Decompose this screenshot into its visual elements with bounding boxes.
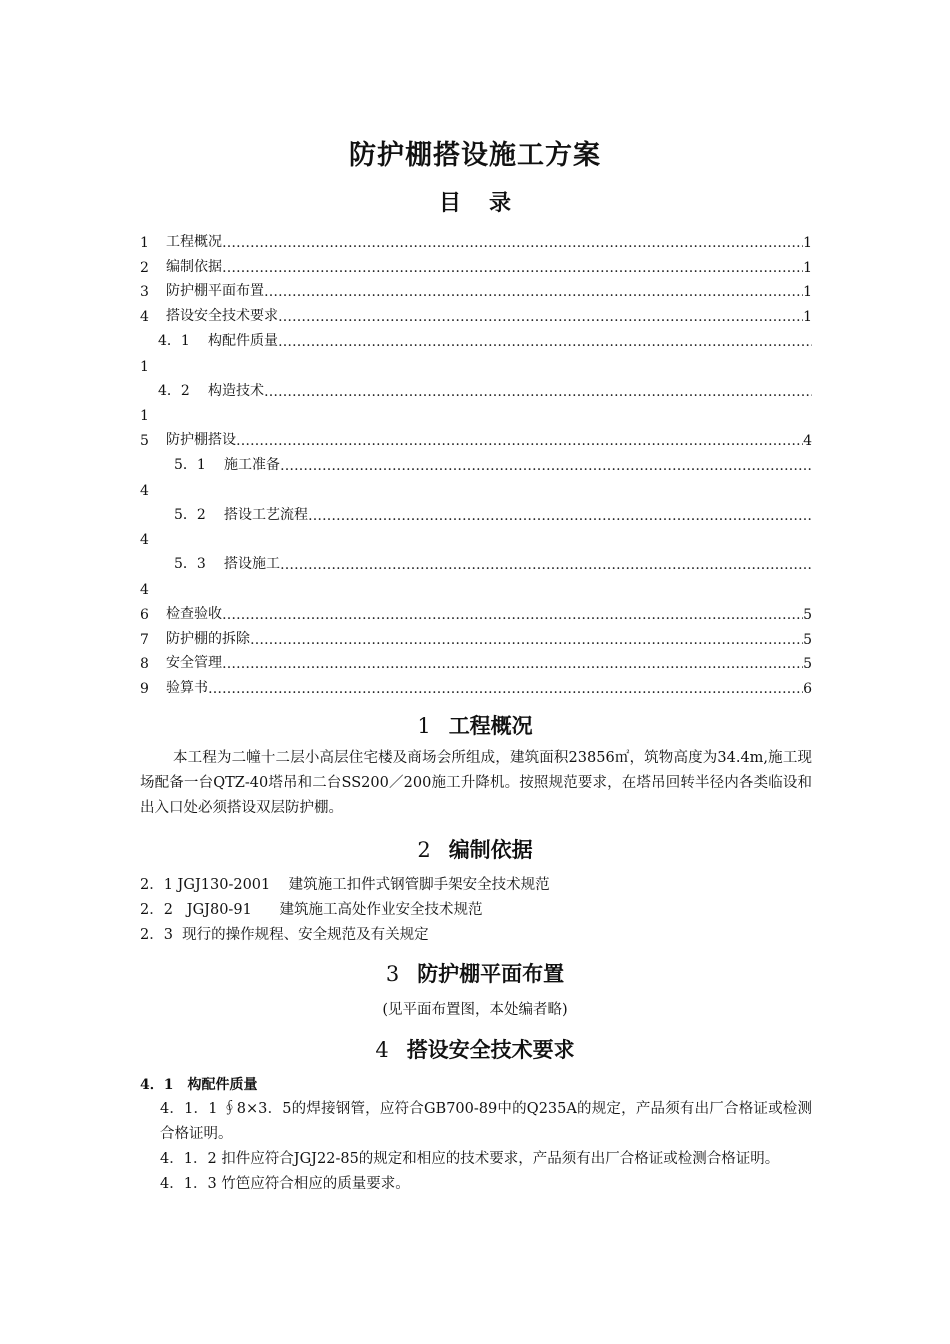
toc-entry-label: 防护棚搭设 [166, 432, 236, 449]
toc-entry-number: 2 [140, 259, 149, 276]
layout-note: (见平面布置图，本处编者略) [382, 1002, 568, 1018]
toc-entry-page: 1 [140, 408, 149, 425]
section-number: 1 [417, 714, 431, 738]
toc-entry-label: 构造技术 [208, 382, 264, 399]
toc-entry-page: 1 [803, 234, 812, 251]
subsection-number: 4．1 [140, 1077, 174, 1093]
toc-entry-page: 1 [803, 259, 812, 276]
subsection-heading [140, 1074, 257, 1094]
toc-entry-page: 4 [140, 532, 149, 549]
toc-entry-page: 5 [803, 606, 812, 623]
toc-entry-page: 4 [140, 482, 149, 499]
toc-title-char-1: 目 [438, 191, 461, 216]
section-1-heading [0, 710, 950, 740]
toc-entry-number: 4．2 [158, 382, 190, 399]
toc-entry-number: 5．2 [174, 506, 206, 523]
toc-leader [222, 235, 803, 251]
section-number: 3 [385, 962, 400, 986]
toc-entry-page: 4 [140, 581, 149, 598]
toc-entry[interactable] [140, 648, 812, 673]
toc-entry-number: 6 [140, 606, 149, 623]
subsection-title: 构配件质量 [187, 1077, 258, 1093]
toc-entry-number: 7 [140, 631, 149, 648]
toc-entry-label: 构配件质量 [208, 332, 278, 349]
toc-entry-number: 4 [140, 309, 149, 326]
toc-entry-number: 4．1 [158, 332, 190, 349]
section-title: 工程概况 [448, 714, 533, 738]
toc-leader [250, 632, 803, 648]
toc-title-char-2: 录 [489, 191, 512, 216]
toc-leader [264, 384, 812, 400]
toc-entry-number: 5．1 [174, 456, 206, 473]
toc-entry[interactable] [140, 325, 812, 350]
reference-item: 2．2 JGJ80-91 建筑施工高处作业安全技术规范 [140, 902, 483, 918]
toc-entry-page: 4 [803, 433, 812, 450]
document-title: 防护棚搭设施工方案 [349, 140, 601, 171]
toc-leader [208, 681, 803, 697]
toc-entry-number: 9 [140, 681, 149, 698]
toc-entry[interactable] [140, 424, 812, 449]
clause-4-1-1: 4．1．1 ∮8×3．5的焊接钢管，应符合GB700-89中的Q235A的规定，产品须有出厂合格证或检测合格证明。 [160, 1101, 812, 1142]
toc-entry-number: 1 [140, 234, 149, 251]
toc-entry-page: 1 [803, 284, 812, 301]
toc-entry-page: 5 [803, 656, 812, 673]
toc-leader [278, 309, 803, 325]
toc-entry-label: 搭设安全技术要求 [166, 308, 278, 325]
clause-4-1-2: 4．1．2 扣件应符合JGJ22-85的规定和相应的技术要求，产品须有出厂合格证或检测合格证明。 [160, 1151, 780, 1167]
toc-entry[interactable] [140, 300, 812, 325]
toc-leader [308, 508, 812, 524]
toc-leader [222, 656, 803, 672]
toc-entry-label: 施工准备 [224, 456, 280, 473]
clause-4-1-3: 4．1．3 竹笆应符合相应的质量要求。 [160, 1176, 410, 1192]
toc-entry-page: 6 [803, 681, 812, 698]
toc-entry-label: 防护棚的拆除 [166, 630, 250, 647]
toc-entry-number: 5 [140, 433, 149, 450]
toc-entry-label: 防护棚平面布置 [166, 283, 264, 300]
toc-entry-page: 1 [140, 358, 149, 375]
toc-leader [222, 260, 803, 276]
toc-leader [236, 433, 803, 449]
section-title: 编制依据 [448, 838, 533, 862]
toc-leader [222, 607, 803, 623]
toc-entry-label: 工程概况 [166, 233, 222, 250]
toc-leader [280, 458, 812, 474]
table-of-contents [140, 226, 812, 697]
toc-leader [280, 557, 812, 573]
toc-entry[interactable] [140, 672, 812, 697]
reference-item: 2．1 JGJ130-2001 建筑施工扣件式钢管脚手架安全技术规范 [140, 877, 550, 893]
toc-entry-page: 1 [803, 309, 812, 326]
toc-entry[interactable] [140, 499, 812, 524]
toc-entry[interactable] [140, 276, 812, 301]
toc-entry-number: 8 [140, 656, 149, 673]
toc-entry[interactable] [140, 375, 812, 400]
toc-entry-number: 5．3 [174, 556, 206, 573]
section-1-paragraph: 本工程为二幢十二层小高层住宅楼及商场会所组成，建筑面积23856㎡，筑物高度为34.4m,施工现场配备一台QTZ-40塔吊和二台SS200／200施工升降机。按照规范要求，在塔吊回转半径内各类临设和出入口处必须搭设双层防护棚。 [140, 750, 812, 816]
toc-leader [264, 284, 803, 300]
toc-entry-label: 验算书 [166, 680, 208, 697]
section-number: 4 [375, 1038, 389, 1062]
toc-entry[interactable] [140, 449, 812, 474]
toc-entry[interactable] [140, 598, 812, 623]
toc-entry-label: 安全管理 [166, 655, 222, 672]
section-number: 2 [417, 838, 431, 862]
section-2-heading [0, 834, 950, 864]
toc-entry[interactable] [140, 251, 812, 276]
toc-entry[interactable] [140, 548, 812, 573]
section-4-heading [0, 1034, 950, 1064]
clause-paragraph [140, 1097, 812, 1197]
toc-title [0, 186, 950, 217]
toc-entry[interactable] [140, 623, 812, 648]
toc-leader [278, 334, 812, 350]
toc-entry-label: 检查验收 [166, 605, 222, 622]
toc-entry-number: 3 [140, 284, 149, 301]
toc-entry[interactable] [140, 226, 812, 251]
toc-entry-label: 搭设工艺流程 [224, 506, 308, 523]
reference-item: 2．3 现行的操作规程、安全规范及有关规定 [140, 927, 429, 943]
toc-entry-label: 搭设施工 [224, 556, 280, 573]
reference-list [140, 873, 812, 948]
section-title: 防护棚平面布置 [417, 962, 565, 986]
section-3-heading [0, 958, 950, 988]
toc-entry-page: 5 [803, 631, 812, 648]
section-title: 搭设安全技术要求 [406, 1038, 575, 1062]
toc-entry-label: 编制依据 [166, 258, 222, 275]
